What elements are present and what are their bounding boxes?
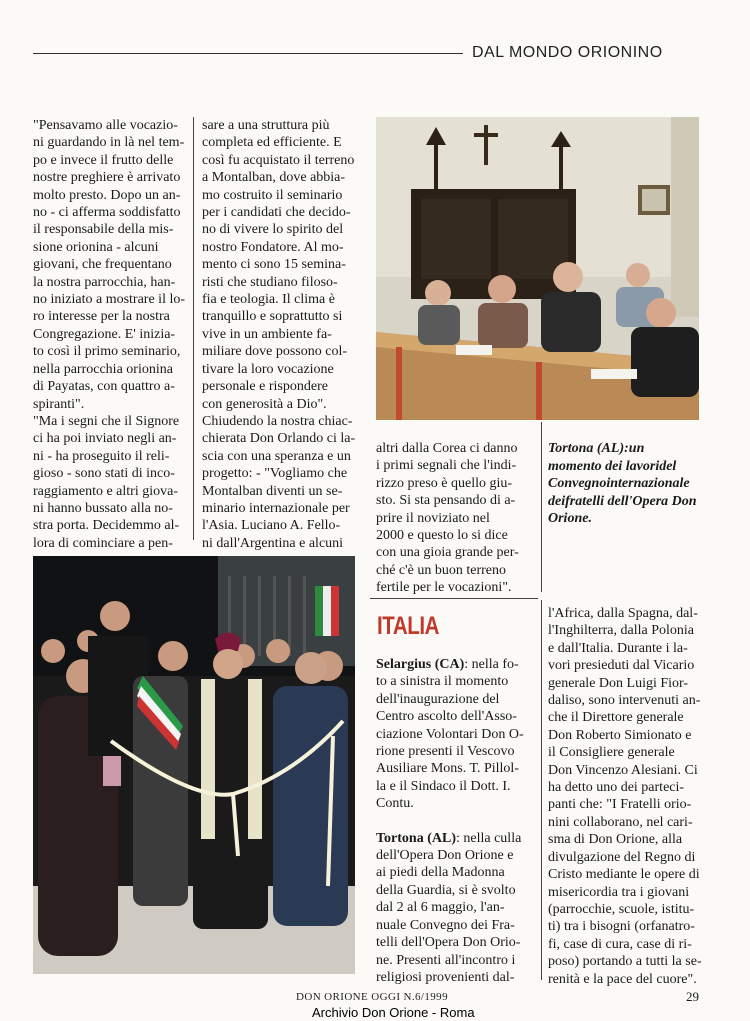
inauguration-photo bbox=[33, 556, 355, 974]
paragraph-lead: Selargius (CA) bbox=[376, 657, 465, 672]
text-line: ro interesse per la nostra bbox=[33, 309, 170, 325]
text-line: sare a una struttura più bbox=[202, 118, 330, 133]
text-line: i primi segnali che l'indi- bbox=[376, 458, 517, 474]
text-line: con una gioia grande per- bbox=[376, 545, 519, 561]
column-divider bbox=[541, 600, 542, 980]
text-line: Don Vincenzo Alesiani. Ci bbox=[548, 762, 698, 778]
text-line: il responsabile della mis- bbox=[33, 222, 174, 238]
text-line: Centro ascolto dell'Asso- bbox=[376, 709, 517, 725]
text-line: per i candidati che decido- bbox=[202, 205, 351, 221]
text-line: scia con una speranza e un bbox=[202, 448, 351, 464]
text-line: Montalban diventi un se- bbox=[202, 483, 343, 499]
text-line: il Consigliere generale bbox=[548, 745, 675, 761]
archive-stamp: Archivio Don Orione - Roma bbox=[312, 1005, 475, 1020]
meeting-photo bbox=[376, 117, 699, 420]
text-line: nostre preghiere è arrivato bbox=[33, 170, 181, 186]
text-line: "Pensavamo alle vocazio- bbox=[33, 118, 178, 133]
caption-divider bbox=[541, 422, 542, 592]
text-line: generale Don Luigi Fior- bbox=[548, 675, 689, 691]
text-line: dal 2 al 6 maggio, l'an- bbox=[376, 900, 505, 916]
text-line: telli dell'Opera Don Orio- bbox=[376, 935, 521, 951]
text-line: vori presieduti dal Vicario bbox=[548, 658, 695, 674]
text-line: Contu. bbox=[376, 796, 414, 812]
article-column-3-bottom bbox=[376, 656, 529, 986]
text-line bbox=[376, 656, 529, 673]
paragraph bbox=[376, 830, 529, 987]
text-line: gioso - sono stati di inco- bbox=[33, 466, 175, 482]
article-column-3-top bbox=[376, 440, 533, 597]
text-line: ciazione Volontari Don O- bbox=[376, 726, 524, 742]
text-line: dell'Opera Don Orione e bbox=[376, 848, 514, 864]
text-line: l'Africa, dalla Spagna, dal- bbox=[548, 606, 698, 621]
text-line: vive in un ambiente fa- bbox=[202, 326, 332, 342]
text-line: Congregazione. E' inizia- bbox=[33, 326, 176, 342]
text-line: ai piedi della Madonna bbox=[376, 865, 505, 881]
text-line: tivare la loro vocazione bbox=[202, 361, 334, 377]
text-line: ni guardando in là nel tem- bbox=[33, 135, 185, 151]
text-line: completa ed efficiente. E bbox=[202, 135, 342, 151]
text-line: personale e rispondere bbox=[202, 379, 328, 395]
text-line: Don Roberto Simionato e bbox=[548, 727, 692, 743]
text-line: risti che studiano filoso- bbox=[202, 274, 338, 290]
text-line: Ausiliare Mons. T. Pillol- bbox=[376, 761, 519, 777]
text-line: altri dalla Corea ci danno bbox=[376, 441, 518, 456]
text-line: sma di Don Orione, alla bbox=[548, 832, 683, 848]
text-line: progetto: - "Vogliamo che bbox=[202, 466, 348, 482]
text-line: ne. Presenti all'incontro i bbox=[376, 952, 516, 968]
text-line: lora di cominciare a pen- bbox=[33, 535, 173, 551]
text-line: spiranti". bbox=[33, 396, 85, 412]
section-title: DAL MONDO ORIONINO bbox=[472, 44, 663, 61]
text-line: "Ma i segni che il Signore bbox=[33, 413, 180, 429]
text-line: sione orionina - alcuni bbox=[33, 239, 159, 255]
text-line: che il Direttore generale bbox=[548, 710, 684, 726]
text-line: nella parrocchia orionina bbox=[33, 361, 173, 377]
caption-line: internazionale dei bbox=[548, 476, 690, 509]
text-line: di Payatas, con quattro a- bbox=[33, 379, 175, 395]
article-column-1 bbox=[33, 117, 184, 552]
text-line: minario internazionale per bbox=[202, 500, 350, 516]
text-line: no di vivere lo spirito del bbox=[202, 222, 344, 238]
text-line bbox=[376, 830, 529, 847]
text-line: ti) tra i bisogni (orfanatro- bbox=[548, 919, 695, 935]
text-line: Cristo mediante le opere di bbox=[548, 867, 700, 883]
italia-rule bbox=[370, 598, 538, 599]
header-rule bbox=[33, 53, 463, 54]
text-line: divulgazione del Regno di bbox=[548, 849, 696, 865]
article-column-4 bbox=[548, 605, 702, 988]
text-line: 2000 e questo lo si dice bbox=[376, 528, 508, 544]
text-line: religiosi provenienti dal- bbox=[376, 969, 515, 985]
text-line: no iniziato a mostrare il lo- bbox=[33, 292, 186, 308]
paragraph-lead: Tortona (AL) bbox=[376, 830, 456, 846]
text-line: daliso, sono intervenuti an- bbox=[548, 693, 701, 709]
text-line: Chiudendo la nostra chiac- bbox=[202, 413, 353, 429]
text-run: : nella culla bbox=[456, 830, 522, 846]
text-line: rizzo preso è quello giu- bbox=[376, 475, 513, 491]
text-line: sto. Si sta pensando di a- bbox=[376, 493, 516, 509]
footer-magazine: DON ORIONE OGGI N.6/1999 bbox=[296, 991, 448, 1003]
caption-line: un momento dei lavori bbox=[548, 441, 660, 474]
text-line: così fu acquistato il terreno bbox=[202, 152, 355, 168]
text-line: panti che: "I Fratelli orio- bbox=[548, 797, 692, 813]
text-line: (parrocchie, scuole, istitu- bbox=[548, 901, 695, 917]
section-heading-italia: ITALIA bbox=[377, 612, 440, 640]
text-line: nostro Fondatore. Al mo- bbox=[202, 239, 344, 255]
text-line: ha detto uno dei parteci- bbox=[548, 780, 685, 796]
text-line: raggiamento e altri giova- bbox=[33, 483, 178, 499]
caption-line: Opera Don Orione. bbox=[548, 493, 697, 526]
text-run: : nella fo- bbox=[464, 657, 519, 672]
text-line: ni dall'Argentina e alcuni bbox=[202, 535, 344, 551]
text-line: con generosità a Dio". bbox=[202, 396, 327, 412]
text-line: rione presenti il Vescovo bbox=[376, 744, 515, 760]
text-line: dell'inaugurazione del bbox=[376, 691, 500, 707]
text-line: to a sinistra il momento bbox=[376, 674, 509, 690]
text-line: la nostra parrocchia, han- bbox=[33, 274, 176, 290]
caption-line: del Convegno bbox=[548, 458, 677, 491]
text-line: ni - ha proseguito il reli- bbox=[33, 448, 170, 464]
page-number: 29 bbox=[686, 989, 699, 1004]
column-divider bbox=[193, 117, 194, 540]
text-line: misericordia tra i giovani bbox=[548, 884, 690, 900]
text-line: l'Inghilterra, dalla Polonia bbox=[548, 623, 694, 639]
text-line: molto presto. Dopo un an- bbox=[33, 187, 181, 203]
text-line: nini collaborano, nel cari- bbox=[548, 814, 693, 830]
text-line: ci ha poi inviato negli an- bbox=[33, 431, 177, 447]
text-line: ché c'è un buon terreno bbox=[376, 562, 507, 578]
text-line: giovani, che frequentano bbox=[33, 257, 172, 273]
text-line: no - ci afferma soddisfatto bbox=[33, 205, 181, 221]
caption-line: Tortona (AL): bbox=[548, 441, 629, 456]
text-line: la e il Sindaco il Dott. I. bbox=[376, 778, 511, 794]
text-line: to così il primo seminario, bbox=[33, 344, 181, 360]
text-line: mento ci sono 15 semina- bbox=[202, 257, 346, 273]
text-line: fi, case di cura, case di ri- bbox=[548, 936, 692, 952]
paragraph bbox=[376, 656, 529, 813]
text-line: fertile per le vocazioni". bbox=[376, 580, 512, 596]
photo-caption bbox=[548, 440, 698, 528]
text-line: l'Asia. Luciano A. Fello- bbox=[202, 518, 341, 534]
text-line: chierata Don Orlando ci la- bbox=[202, 431, 356, 447]
text-line: poso) portando a tutti la se- bbox=[548, 954, 702, 970]
article-column-2 bbox=[202, 117, 357, 552]
text-line: stra porta. Decidemmo al- bbox=[33, 518, 180, 534]
text-line: miliare dove possono col- bbox=[202, 344, 348, 360]
text-line: renità e la pace del cuore". bbox=[548, 971, 697, 987]
caption-line: fratelli dell' bbox=[565, 493, 633, 509]
text-line: tranquillo e soprattutto si bbox=[202, 309, 343, 325]
text-line: ni hanno bussato alla no- bbox=[33, 500, 173, 516]
text-line: prire il noviziato nel bbox=[376, 510, 490, 526]
text-line: nuale Convegno dei Fra- bbox=[376, 917, 515, 933]
text-line: e dall'Italia. Durante i la- bbox=[548, 640, 688, 656]
text-line: po e invece il frutto delle bbox=[33, 152, 174, 168]
text-line: a Montalban, dove abbia- bbox=[202, 170, 346, 186]
text-line: fia e teologia. Il clima è bbox=[202, 292, 335, 308]
text-line: mo costruito il seminario bbox=[202, 187, 343, 203]
text-line: della Guardia, si è svolto bbox=[376, 882, 516, 898]
